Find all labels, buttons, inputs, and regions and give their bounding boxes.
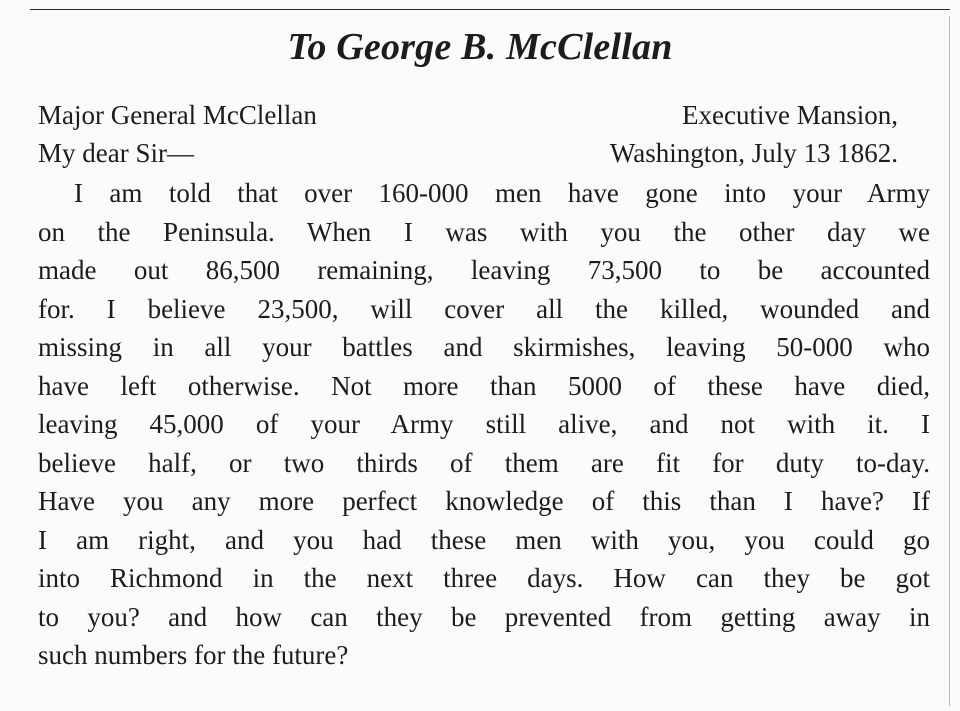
top-rule xyxy=(30,9,950,10)
body-line: Have you any more perfect knowledge of this than I have? If xyxy=(38,486,930,516)
body-line: on the Peninsula. When I was with you the other day we xyxy=(38,216,930,247)
place: Executive Mansion, xyxy=(682,100,898,130)
salutation: My dear Sir— xyxy=(38,138,194,168)
body-line: for. I believe 23,500, will cover all the killed, wounded and xyxy=(38,293,930,324)
body-line: leaving 45,000 of your Army still alive, and not with it. I xyxy=(38,409,930,439)
page-edge xyxy=(949,16,950,706)
dateline: Washington, July 13 1862. xyxy=(609,138,898,168)
body-line: I am right, and you had these men with you, you could go xyxy=(38,524,930,555)
body-line: I am told that over 160-000 men have gone into your Army xyxy=(74,178,930,208)
addressee: Major General McClellan xyxy=(38,100,317,130)
body-line: into Richmond in the next three days. How can they be got xyxy=(38,563,930,593)
body-line: believe half, or two thirds of them are fit for duty to-day. xyxy=(38,447,930,478)
body-line: missing in all your battles and skirmishes, leaving 50-000 who xyxy=(38,332,930,362)
body-line: to you? and how can they be prevented from getting away in xyxy=(38,601,930,632)
body-line: have left otherwise. Not more than 5000 of these have died, xyxy=(38,370,930,401)
letter-title: To George B. McClellan xyxy=(287,26,673,68)
body-line: such numbers for the future? xyxy=(38,640,349,670)
letter-body xyxy=(38,174,930,675)
body-line: made out 86,500 remaining, leaving 73,500 to be accounted xyxy=(38,255,930,285)
